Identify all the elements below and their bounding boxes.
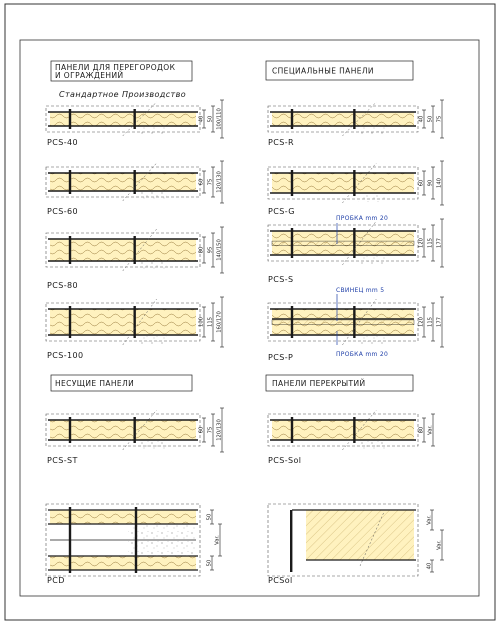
ground-speckle [358,336,386,344]
dim-label: 95 [207,246,214,254]
post [291,306,293,338]
post [69,507,71,573]
dim-label: 50 [206,559,213,567]
panel-core-hatch [50,510,196,524]
post [291,228,293,258]
label-pcsr: PCS-R [268,138,294,147]
svg-text:СПЕЦИАЛЬНЫЕ ПАНЕЛИ: СПЕЦИАЛЬНЫЕ ПАНЕЛИ [272,66,374,76]
post [291,109,293,129]
dim-label: 50 [427,115,434,123]
dim-label: 40 [418,115,425,123]
panel-pcsst [46,408,224,452]
dim-label: 90 [427,179,434,187]
section-special [266,61,413,80]
post [353,228,355,258]
ground-speckle [139,336,167,344]
dim-label: 100/110 [216,108,223,130]
post [353,109,355,129]
dim-label: 60 [418,179,425,187]
panel-core-hatch [50,112,196,126]
dim-label: 140 [436,178,443,188]
ground-speckle [358,441,386,449]
ground-speckle [139,262,167,270]
post [69,236,71,264]
panel-core-hatch [306,510,414,560]
post [353,306,355,338]
post [133,170,135,194]
label-pcsol: PCSol [268,576,293,585]
section-roof [266,375,413,391]
post [353,417,355,443]
cork-layer [272,241,414,245]
ground-speckle [358,127,386,135]
dim-label: Var. [436,540,443,550]
panel-core-hatch [272,112,414,126]
section-load [51,375,192,391]
svg-text:ПРОБКА mm 20: ПРОБКА mm 20 [336,351,389,358]
dim-label: 40 [198,115,205,123]
panel-core-hatch [272,420,414,440]
dim-label: 80 [198,246,205,254]
panel-pcsg [268,161,444,205]
dim-label: 177 [436,317,443,327]
dim-label: 120 [418,238,425,248]
dim-label: 50 [206,513,213,521]
post [133,236,135,264]
svg-text:СВИНЕЦ mm 5: СВИНЕЦ mm 5 [336,287,385,294]
label-pcsst: PCS-ST [47,456,78,465]
svg-text:НЕСУЩИЕ ПАНЕЛИ: НЕСУЩИЕ ПАНЕЛИ [55,379,135,388]
panel-pcsol [268,504,444,576]
post [133,306,135,338]
panel-pcssol [268,410,435,450]
post [291,417,293,443]
panels-layer [46,100,444,576]
panel-pcsp [268,297,444,347]
dim-label: 80 [418,426,425,434]
dim-label: 140/150 [216,239,223,261]
dim-label: 120/130 [216,171,223,193]
svg-text:ПАНЕЛИ ПЕРЕКРЫТИЙ: ПАНЕЛИ ПЕРЕКРЫТИЙ [272,379,366,388]
label-pcs60: PCS-60 [47,207,78,216]
dim-label: 120 [418,317,425,327]
dim-label: 115 [427,317,434,327]
ground-speckle [139,192,167,200]
panel-pcsr [268,100,444,138]
post [69,417,71,443]
panel-core-hatch [50,309,196,335]
label-pcss: PCS-S [268,275,294,284]
ground-speckle [358,256,386,264]
dim-label: 120/130 [216,419,223,441]
post [135,507,137,573]
panel-core-hatch [272,173,414,193]
post [353,170,355,196]
panel-pcd [46,504,222,576]
panel-pcs60 [46,161,224,203]
label-pcs40: PCS-40 [47,138,78,147]
panel-pcs40 [46,100,224,138]
dim-label: 75 [436,115,443,123]
cork-layer [272,320,414,325]
dim-label: Var. [427,425,434,435]
section-partition [51,61,192,81]
panel-pcs80 [46,227,224,273]
panel-core-hatch [50,556,196,570]
dim-label: 115 [207,317,214,327]
dim-label: 160/170 [216,311,223,333]
panel-core-hatch [50,420,196,440]
dim-label: 50 [207,115,214,123]
ground-speckle [358,194,386,202]
dim-label: 60 [198,178,205,186]
ground-speckle [139,441,167,449]
label-pcs80: PCS-80 [47,281,78,290]
dim-label: Var. [426,515,433,525]
dim-label: 60 [198,426,205,434]
dim-label: Var. [214,535,221,545]
dim-label: 115 [427,238,434,248]
svg-text:И ОГРАЖДЕНИЙ: И ОГРАЖДЕНИЙ [55,71,124,80]
svg-text:ПРОБКА mm 20: ПРОБКА mm 20 [336,215,389,222]
post [133,109,135,129]
dim-label: 40 [426,562,433,570]
label-pcd: PCD [47,576,65,585]
panel-core-hatch [50,173,196,191]
dim-label: 177 [436,238,443,248]
subtitle: Стандартное Производство [59,90,186,99]
panel-pcss [268,219,444,267]
post [69,170,71,194]
label-pcssol: PCS-Sol [268,456,302,465]
post [69,306,71,338]
dim-label: 100 [198,317,205,327]
post [69,109,71,129]
svg-text:ПАНЕЛИ ДЛЯ ПЕРЕГОРОДОК: ПАНЕЛИ ДЛЯ ПЕРЕГОРОДОК [55,63,176,72]
dim-label: 75 [207,426,214,434]
panel-pcs100 [46,297,224,347]
post [290,510,292,572]
ground-speckle [139,127,167,135]
post [133,417,135,443]
post [291,170,293,196]
label-pcs100: PCS-100 [47,351,84,360]
label-pcsp: PCS-P [268,353,294,362]
panel-core-hatch [50,239,196,261]
dim-label: 75 [207,178,214,186]
label-pcsg: PCS-G [268,207,295,216]
